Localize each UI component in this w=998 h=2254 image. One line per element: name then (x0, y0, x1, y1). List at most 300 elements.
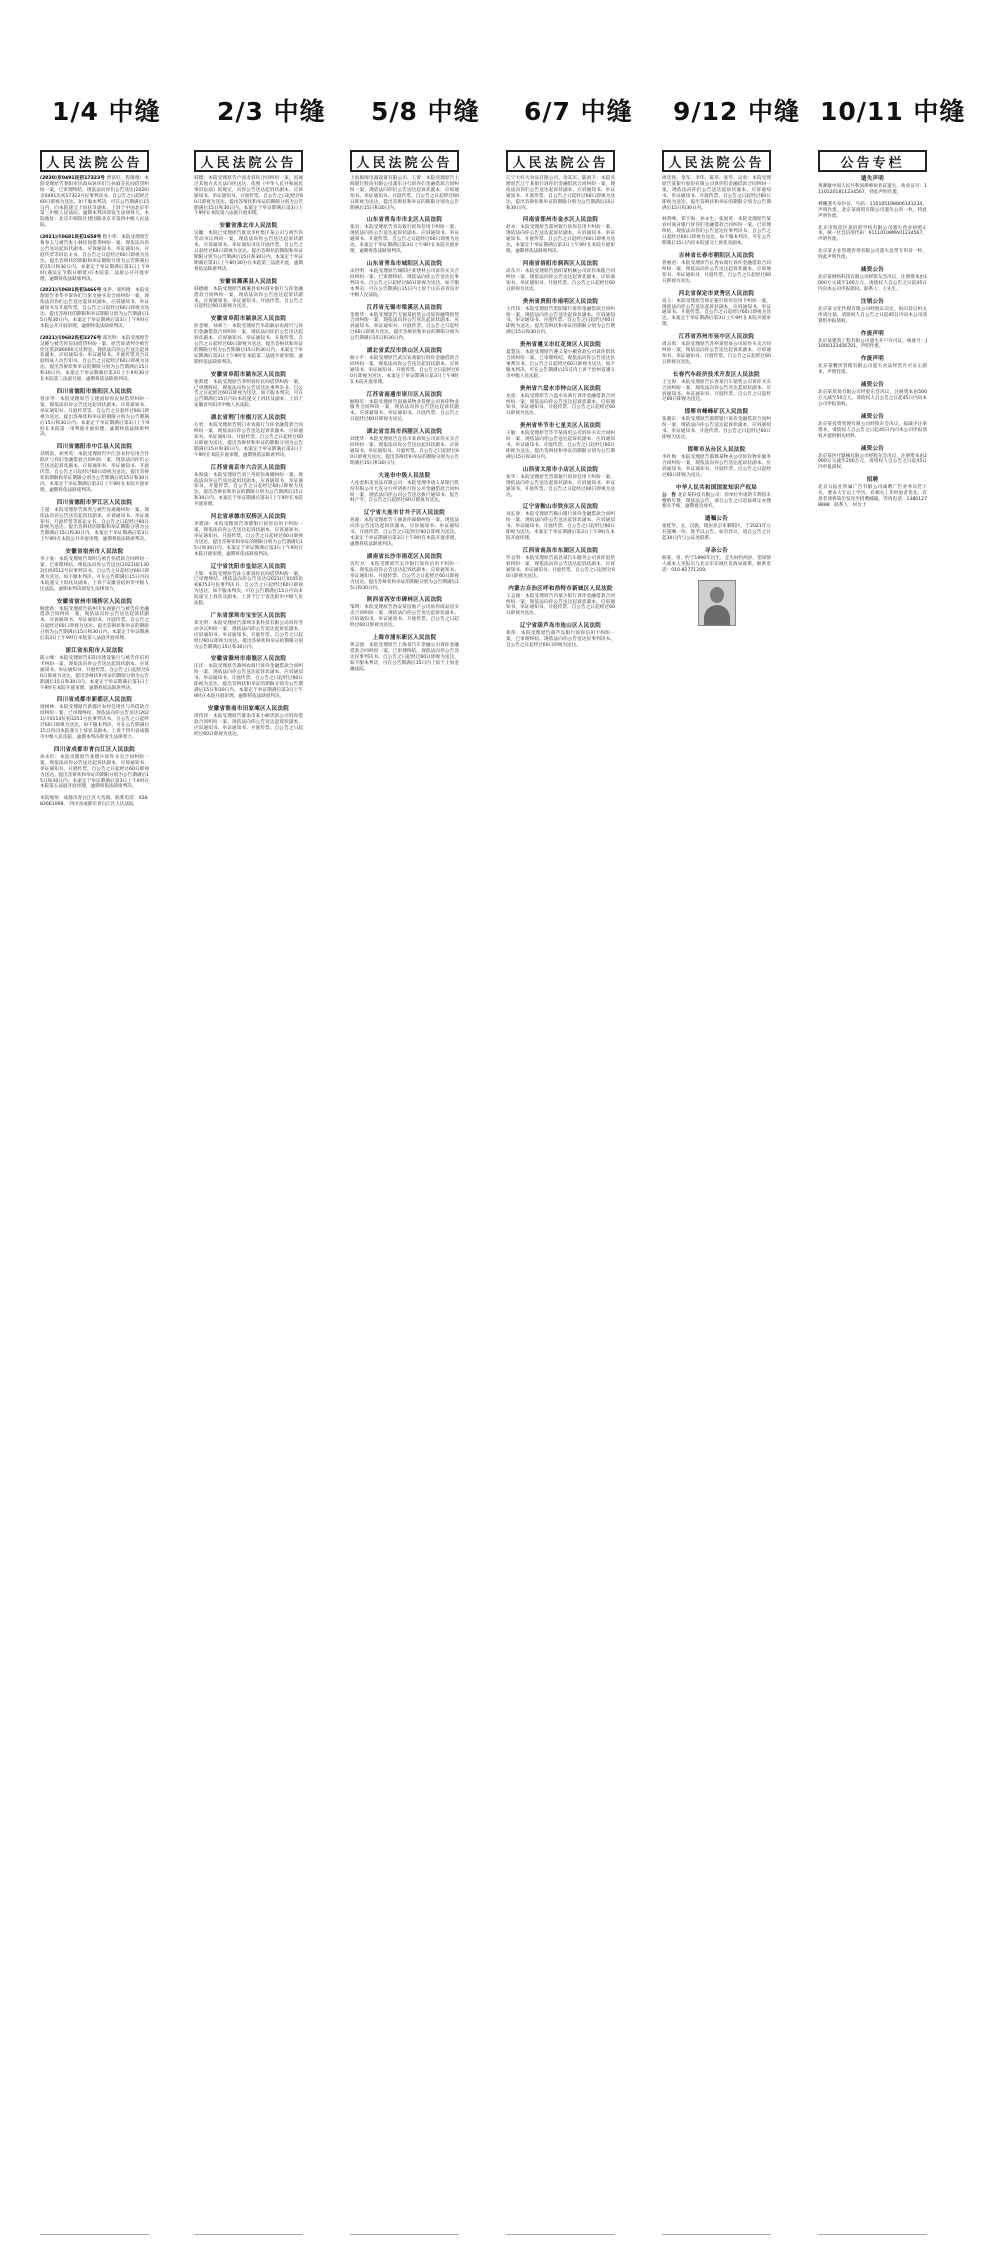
notice-body (506, 475, 615, 499)
notice-item (350, 554, 459, 592)
notice-text: 北京日报社所属广告有限公司诚聘广告业务员若干名，要求大专以上学历，有相关工作经验者优先。有意者请将简历发送至招聘邮箱。咨询电话：13801278888 联系人：何女士 (818, 485, 927, 508)
notice-item (818, 382, 927, 408)
notice-court-title: 邯郸市丛台区人民法院 (687, 447, 746, 453)
notice-text: 郑伟：本院受理原告葫芦岛银行诉你信用卡纠纷一案，已审理终结。现依法向你公告送达民事判决书。自公告之日起经过60日即视为送达。 (506, 631, 615, 649)
notice-text: 李红梅：本院受理原告邯郸某物业公司诉你物业服务合同纠纷一案，现依法向你公告送达起诉状副本、应诉通知书、举证通知书、开庭传票。自公告之日起经过60日即视为送达。 (662, 455, 771, 478)
notice-body (40, 235, 149, 282)
notice-text: 孙永红：本院受理原告张德兵诉你买卖合同纠纷一案，现依法向你公告送达起诉状副本、应诉通知书、举证通知书、开庭传票。自公告之日起经过60日即视为送达。提出答辩状和举证的期限分别为公告期满后15日和30日内。本案定于举证期满后第3日上午9时在本院第五法庭开庭审理，逾期将依法缺席判决。 (40, 754, 149, 790)
notice-body (818, 390, 927, 408)
notice-court-title: 辽宁省鞍山市铁东区人民法院 (522, 504, 599, 511)
notice-body (818, 307, 927, 325)
notice-text: 王志强：本院受理原告内蒙古银行诉你金融借款合同纠纷一案，现依法向你公告送达起诉状副本、应诉通知书、举证通知书、开庭传票。自公告之日起经过60日即视为送达。 (506, 593, 615, 617)
notice-text: 韩德刚：本院受理原告濉溪县农村商业银行与你金融借款合同纠纷一案，现依法向你公告送达起诉状副本、应诉通知书、举证通知书、开庭传票。自公告之日起经过60日即视为送达。 (194, 286, 303, 310)
notice-court-title: 安徽省阜阳市颍泉区人民法院 (210, 316, 287, 323)
notice-body (662, 417, 771, 441)
notice-body (40, 452, 149, 493)
notice-text: 本院地址：成都市青白江区大弯镇。联系电话：028-83661098。 四川省成都市青白江区人民法院 (40, 796, 149, 808)
notice-item (662, 516, 771, 542)
notice-item (818, 477, 927, 509)
notice-text: 刘长春：本院受理原告鞍山银行诉你金融借款合同纠纷一案，现依法向你公告送达起诉状副本、应诉通知书、举证通知书、开庭传票。自公告之日起经过60日即视为送达。本案定于举证期满后第3日上午9时在本院开庭审理。 (506, 512, 615, 542)
notice-item (506, 386, 615, 418)
notice-body (350, 518, 459, 548)
notice-body (662, 217, 771, 247)
notice-item (40, 549, 149, 592)
notice-item (662, 217, 771, 247)
notice-court-title: 江苏省苏州市吴中区人民法院 (678, 334, 755, 341)
notice-item (350, 597, 459, 629)
notice-body (662, 342, 771, 366)
notice-court-title: 江西省南昌市东湖区人民法院 (522, 547, 599, 554)
notice-item (350, 510, 459, 548)
notice-item (194, 415, 303, 458)
notice-body (350, 356, 459, 386)
notice-item (818, 176, 927, 196)
notice-item (818, 226, 927, 244)
notice-text: 张新建：本院受理原告李明诉你民间借贷纠纷一案，已审理终结。现依法向你公告送达民事判决书。自公告之日起经过60日即视为送达。如不服本判决，可在公告期满后15日内向本院递交上诉状及副本，上诉于安徽省阜阳市中级人民法院。 (194, 379, 303, 409)
notice-court-title: 辽宁省大连市甘井子区人民法院 (363, 510, 446, 517)
notice-court-title: 贵州省贵阳市南明区人民法院 (522, 298, 599, 305)
notice-body (350, 643, 459, 673)
column-header: 人民法院公告 (662, 150, 771, 172)
notice-item (350, 392, 459, 424)
notice-text: 大连金和美食品有限公司：本院受理申请人某银行股份有限公司大连分行申请执行你公司金融借款合同纠纷一案，现依法向你公司公告送达执行通知书、报告财产令。自公告之日起经过60日即视为送达。 (350, 480, 459, 504)
column-bottom-rule (506, 2234, 615, 2235)
notice-court-title: 大连市中级人民法院 (378, 472, 431, 479)
notice-court-title: 四川省德阳市中江县人民法院 (56, 444, 133, 451)
notice-text: 周传伟：本院受理原告淮南市某小额贷款公司诉你借款合同纠纷一案，现依法向你公告送达起诉状副本、应诉通知书、举证通知书、开庭传票。自公告之日起经过60日即视为送达。 (194, 713, 303, 737)
notice-item (506, 423, 615, 461)
notice-case-number: (2020)京0491民初17323号 (40, 176, 106, 181)
notice-text: 张桂华，女，汉族，现居北京市朝阳区，于2021年立有遗嘱一份，现予以公告。如有异议，请自公告之日起30日内与公证处联系。 (662, 524, 771, 542)
column-3 (350, 150, 459, 2235)
notice-item (194, 465, 303, 508)
notice-body (194, 714, 303, 738)
notice-text: 周树林：本院受理原告新都区农村信用社与你借款合同纠纷一案，已审理终结，现依法向你公告送达(2021)川0114民初3251号民事判决书，自公告之日起经过60日即视为送达。如不服本判决，可在公告期满后15日内向本院递交上诉状及副本，上诉于四川省成都市中级人民法院。逾期本判决即发生法律效力。 (40, 705, 149, 740)
notice-text: 周志勇：本院受理原告苏州某贸易公司诉你买卖合同纠纷一案，现依法向你公告送达起诉状副本、应诉通知书、举证通知书、开庭传票。自公告之日起经过60日即视为送达。 (662, 342, 771, 365)
notice-body (350, 562, 459, 592)
notice-body (506, 512, 615, 542)
notice-body (350, 269, 459, 299)
notice-item (40, 389, 149, 438)
notice-court-title: 陕西省西安市碑林区人民法院 (366, 597, 443, 604)
notice-court-title: 减资公告 (860, 413, 885, 420)
notice-text: 吴鹏：本院已受理原告淮北市杜集区某公司与被告你劳动争议纠纷一案，现依法向你公告送达起诉状副本、应诉通知书、举证通知书及开庭传票。自公告之日起经过60日即视为送达。提出答辩状的期限和举证期限分别为公告期满后15日和30日内。本案定于举证期满后第3日上午8时30分在本院第三法庭开庭，逾期将依法缺席判决。 (194, 231, 303, 272)
notice-text: 杨小平：本院受理原告武汉农商银行诉你金融借款合同纠纷一案，现依法向你公告送达起诉状副本、应诉通知书、举证通知书、开庭传票。自公告之日起经过60日即视为送达。本案定于举证期满后第3日上午9时在本院开庭审理。 (350, 356, 459, 385)
notice-court-title: 招聘 (866, 477, 879, 484)
notice-court-title: 浙江省东阳市人民法院 (65, 648, 124, 654)
notice-item (40, 444, 149, 493)
notice-body (350, 225, 459, 255)
seam-label-9-12: 9/12 中缝 (673, 97, 801, 126)
notice-court-title: 山东省青岛市城阳区人民法院 (366, 260, 443, 267)
notice-text: 杨某，男，约于1990年出生，走失时约两岁，望知情人或本人见报后与北京市东城区民政局联系。联系电话：010-82771209。 (662, 556, 771, 573)
notice-text: 刘建华：本院受理原告宜昌市某商贸公司诉你买卖合同纠纷一案，现依法向你公告送达起诉状副本、应诉通知书、举证通知书、开庭传票。自公告之日起经过60日即视为送达。提出答辩状和举证的期限分别为公告期满后15日和30日内。 (350, 437, 459, 466)
notice-item (40, 747, 149, 790)
notice-body (350, 481, 459, 505)
notice-court-title: 遗嘱公告 (704, 516, 729, 523)
notice-body (350, 437, 459, 467)
notice-court-title: 湖北省宜昌市西陵区人民法院 (366, 429, 443, 436)
notice-item (662, 447, 771, 479)
notice-court-title: 山东省青岛市市北区人民法院 (366, 217, 443, 224)
notice-body (662, 524, 771, 542)
notice-text: 王代伟：本院受理原告贵阳银行诉你金融借款合同纠纷一案，现依法向你公告送达起诉状副本、应诉通知书、举证通知书、开庭传票。自公告之日起经过60日即视为送达。提出答辩状和举证的期限分别为公告期满后15日和30日内。 (506, 306, 615, 336)
notice-body (40, 336, 149, 383)
notice-text: 陈立峰：本院受理原告东阳市建设银行与被告你信用卡纠纷一案，现依法向你公告送达起诉状副本、应诉通知书、举证通知书、开庭传票。自公告之日起经过60日即视为送达。提出答辩状和举证的期限分别为公告期满后15日和30日内。本案定于举证期满后第3日上午9时在本院开庭审理，逾期将依法缺席判决。 (40, 656, 149, 691)
notice-body (506, 556, 615, 580)
notice-court-title: 注销公告 (860, 298, 885, 305)
column-header: 人民法院公告 (350, 150, 459, 172)
notice-text: 北京某餐饮管理有限公司遗失食品经营许可证正副本，声明作废。 (818, 364, 927, 376)
notice-body (662, 299, 771, 329)
notice-court-title: 贵州省毕节市七星关区人民法院 (519, 423, 602, 430)
notice-court-title: 江苏省无锡市梁溪区人民法院 (366, 304, 443, 311)
column-bottom-rule (194, 2234, 303, 2235)
notice-item (818, 356, 927, 376)
notice-text: 顾建新：本院受理原告宿州市农商银行与被告你金融借款合同纠纷一案，现依法向你公告送达起诉状副本、应诉通知书、举证通知书、开庭传票。自公告之日起经过60日即视为送达。提出答辩状和举证的期限分别为公告期满后15日和30日内。本案定于举证期满后第3日上午9时在本院第八法庭开庭审理。 (40, 606, 149, 642)
notice-body (662, 455, 771, 479)
notice-text: 林剑峰、邓宇海、孙永生、张国英：本院受理原告某农村商业银行诉你们金融借款合同纠纷一案，已审理终结，现依法向你们公告送达民事判决书。自公告之日起经过60日即视为送达。如不服本判决，可在公告期满后15日内向本院递交上诉状及副本。 (662, 217, 771, 247)
notice-body (506, 225, 615, 255)
notice-text: 王宝海：本院受理原告长春某汽车销售公司诉你买卖合同纠纷一案，现依法向你公告送达起诉状副本、应诉通知书、举证通知书、开庭传票。自公告之日起经过60日即视为送达。 (662, 379, 771, 403)
notice-item (662, 176, 771, 211)
notice-item (194, 706, 303, 738)
notice-item (40, 336, 149, 383)
notice-text: 孙波：本院受理原告王丽诉你离婚纠纷一案，现依法向你公告送达起诉状副本、应诉通知书、举证通知书、开庭传票。自公告之日起经过60日即视为送达。本案定于举证期满后第3日上午9时在本院开庭审理，逾期将依法缺席判决。 (350, 518, 459, 547)
seam-label-5-8: 5/8 中缝 (371, 97, 480, 126)
notice-item (506, 342, 615, 380)
notice-court-title: 河南省洛阳市涧西区人民法院 (522, 260, 599, 267)
notice-court-title: 减资公告 (860, 267, 885, 274)
notice-text: 张晓东：本院受理原告邯郸银行诉你金融借款合同纠纷一案，现依法向你公告送达起诉状副本、应诉通知书、举证通知书、开庭传票。自公告之日起经过60日即视为送达。 (662, 417, 771, 441)
notice-text: 夏慧良：本院受理原告遵义某小额贷款公司诉你借款合同纠纷一案，已审理终结。现依法向你公告送达民事判决书。自公告之日起经过60日即视为送达。如不服本判决，可在公告期满后15日内上诉于贵州省遵义市中级人民法院。 (506, 350, 615, 379)
seam-label-10-11: 10/11 中缝 (820, 97, 966, 126)
notice-item (194, 223, 303, 272)
notice-item (194, 564, 303, 607)
column-header: 人民法院公告 (194, 150, 303, 172)
notice-body (194, 621, 303, 651)
notice-item (194, 514, 303, 557)
notice-item (194, 176, 303, 217)
column-4 (506, 150, 615, 2235)
notice-item (506, 467, 615, 499)
notice-item (350, 635, 459, 673)
column-bottom-rule (350, 2234, 459, 2235)
notice-text: 高玉：本院受理原告保定银行诉你信用卡纠纷一案，现依法向你公告送达起诉状副本、应诉通知书、举证通知书、开庭传票。自公告之日起经过60日即视为送达。本案定于举证期满后第3日上午9时在本院开庭审理。 (662, 298, 771, 328)
notice-court-title: 安徽省滁州市南谯区人民法院 (210, 656, 287, 663)
column-2 (194, 150, 303, 2235)
notice-text: 管丽君：本院受理原告长春农商行诉你金融借款合同纠纷一案，现依法向你公告送达起诉状副本、应诉通知书、举证通知书、开庭传票。自公告之日起经过60日即视为送达。 (662, 260, 771, 284)
notice-item (506, 299, 615, 337)
notice-text: 邓光明：本院受理原告深圳市某科技有限公司诉你劳动争议纠纷一案，现依法向你公告送达起诉状副本、应诉通知书、举证通知书、开庭传票。自公告之日起经过60日即视为送达。提出答辩状和举证的期限分别为公告期满后15日和30日内。 (194, 620, 303, 650)
notice-item (506, 504, 615, 542)
notice-text: 金新华：本院受理原告无锡某租赁公司诉你融资租赁合同纠纷一案，现依法向你公告送达起诉状副本、应诉通知书、举证通知书、开庭传票。自公告之日起经过60日即视为送达。提出答辩状和举证的期限分别为公告期满后15日和30日内。 (350, 312, 459, 342)
notice-text: 彭金刚、刘翠兰：本院受理原告阜阳颍泉农商行与你们金融借款合同纠纷一案，现依法向你们公告送达起诉状副本、应诉通知书、举证通知书、开庭传票。自公告之日起经过60日即视为送达。提出答辩状和举证的期限分别为公告期满后15日和30日内。本案定于举证期满后第3日上午9时在本院第二法庭开庭审理，逾期将依法缺席判决。 (194, 324, 303, 365)
notice-text: 程小伟：本院受理原告鲁春玉与被告张小林民间借贷纠纷一案，现依法向你公告送达起诉状副本、应诉通知书、举证通知书、开庭传票等诉讼文书。自公告之日起经过60日即视为送达。提出答辩状的期限和举证期限分别为公告期满后的15日和30日内。本案定于举证期满后第3日上午9时(遇法定节假日顺延)在本院第二法庭公开开庭审理，逾期将依法缺席判决。 (40, 235, 149, 282)
notice-body (40, 755, 149, 790)
notice-text: 上海闽海电器设备有限公司、王蕾：本院受理原告上海银行股份有限公司浦东分行诉你们金融借款合同纠纷一案，现依法向你们公告送达起诉状副本、应诉通知书、举证通知书、开庭传票。自公告之日起经过60日即视为送达。提出答辩状和举证的期限分别为公告期满后15日和30日内。 (350, 176, 459, 211)
notice-item (40, 235, 149, 282)
notice-text: 王辉：本院受理原告孙立新诉你民间借贷纠纷一案，已审理终结。现依法向你公告送达(2021)辽0105民初8753号民事判决书。自公告之日起经过60日即视为送达。如不服本判决，可在公告期满后15日内向本院递交上诉状及副本，上诉于辽宁省沈阳市中级人民法院。 (194, 571, 303, 607)
notice-item (818, 249, 927, 261)
notice-body (506, 176, 615, 211)
notice-case-number: (2021)川0681民初3466号 (40, 288, 102, 294)
notice-body (818, 339, 927, 351)
notice-item (350, 217, 459, 255)
notice-item (40, 176, 149, 229)
notice-item (350, 305, 459, 343)
notice-item (506, 217, 615, 255)
notice-text: 肖红兵：本院受理原告长沙银行诉你信用卡纠纷一案，现依法向你公告送达起诉状副本、应诉通知书、举证通知书、开庭传票。自公告之日起经过60日即视为送达。提出答辩状和举证的期限分别为公告期满后15日和30日内。 (350, 561, 459, 591)
notice-court-title: 山西省太原市小店区人民法院 (522, 466, 599, 473)
notice-body (40, 656, 149, 691)
notice-text: 王超：本院受理原告郑英与被告你离婚纠纷一案，现依法向你公告送达起诉状副本、应诉通知书、举证通知书、开庭传票等诉讼文书。自公告之日起经过60日即视为送达。提出答辩状的期限和举证期限分别为公告期满后15日和30日内。本案定于举证期满后第3日上午9时在本院公开开庭审理，逾期将依法缺席判决。 (40, 507, 149, 543)
notice-court-title: 作废声明 (860, 330, 885, 337)
notice-item (506, 586, 615, 618)
notice-body (818, 422, 927, 440)
notice-text: 高东兴：本院受理原告洛阳某机械公司诉你承揽合同纠纷一案，现依法向你公告送达起诉状副本、应诉通知书、举证通知书、开庭传票。自公告之日起经过60日即视为送达。 (506, 268, 615, 292)
notice-body (194, 572, 303, 607)
notice-court-title: 江苏省南京市六合区人民法院 (210, 464, 287, 471)
seam-label-1-4: 1/4 中缝 (52, 97, 161, 126)
notice-body (194, 522, 303, 557)
notice-text: 朱海波：本院受理原告刘兰英诉你离婚纠纷一案，现依法向你公告送达起诉状副本、应诉通知书、举证通知书、开庭传票。自公告之日起经过60日即视为送达。提出答辩状和举证的期限分别为公告期满后15日和30日内。本案定于举证期满后第3日上午9时在本院开庭审理。 (194, 472, 303, 508)
notice-court-title: 辽宁省葫芦岛市连山区人民法院 (519, 623, 602, 630)
notice-court-title: 吉林省长春市朝阳区人民法院 (678, 252, 755, 259)
notice-text: 林鹏遗失身份证，号码：110105198806141234，声明作废。北京某商贸有限公司遗失公章一枚，特此声明作废。 (818, 201, 927, 219)
notice-body (818, 275, 927, 293)
notice-text: 曾泽琴：本院受理原告王建国诉你民间借贷纠纷一案，现依法向你公告送达起诉状副本、应诉通知书、举证通知书、开庭传票等。自公告之日起经过60日即视为送达，提出答辩状和举证的期限分别为公告期满后15日和30日内。本案定于举证期满后第3日上午9时在本院第一审判庭开庭审理，逾期将依法缺席判决。 (40, 397, 149, 438)
notice-court-title: 安徽省宿州市埇桥区人民法院 (56, 598, 133, 605)
notice-text: 北京某科技有限公司：你单位申请的专利因未缴纳年费，现依法公告，请自公告之日起按规定办理相关手续，逾期视为放弃。 (662, 492, 771, 510)
notice-item (350, 429, 459, 467)
column-5 (662, 150, 771, 2235)
notice-text: 北京市海淀区某培训学校有限公司遗失营业执照正本，统一社会信用代码：91110108MA01234567，声明作废。 (818, 225, 927, 243)
notice-body (818, 364, 927, 376)
notice-body (194, 473, 303, 508)
column-1 (40, 150, 149, 2235)
notice-text: 顾海军：本院受理原告南通某物业管理公司诉你物业服务合同纠纷一案，现依法向你公告送达起诉状副本、应诉通知书、举证通知书、开庭传票。自公告之日起经过60日即视为送达。 (350, 399, 459, 423)
column-6 (818, 150, 927, 2235)
notice-body (194, 324, 303, 365)
notice-court-title: 内蒙古自治区呼和浩特市新城区人民法院 (508, 585, 613, 592)
notice-body (194, 423, 303, 458)
seam-label-6-7: 6/7 中缝 (524, 97, 633, 126)
notice-item (506, 261, 615, 293)
notice-body (506, 631, 615, 649)
notice-body (350, 176, 459, 211)
notice-court-title: 贵州省六盘水市钟山区人民法院 (519, 385, 602, 392)
notice-item (662, 372, 771, 404)
notice-body (40, 705, 149, 740)
notice-text: 张华：本院受理原告晋商银行诉你信用卡纠纷一案，现依法向你公告送达起诉状副本、应诉通知书、举证通知书、开庭传票。自公告之日起经过60日即视为送达。 (506, 474, 615, 498)
notice-court-title: 四川省德阳市罗江区人民法院 (56, 499, 133, 506)
notice-text: 宋世明：本院受理原告城阳区某建材公司诉你买卖合同纠纷一案，已审理终结。现依法向你公告送达民事判决书。自公告之日起经过60日即视为送达。如不服本判决，可在公告期满后15日内上诉于山东省青岛市中级人民法院。 (350, 268, 459, 298)
notice-item (194, 372, 303, 410)
notice-text: 王敏：本院受理原告毕节某商贸公司诉你买卖合同纠纷一案，现依法向你公告送达起诉状副本、应诉通知书、举证通知书、开庭传票。自公告之日起经过60日即视为送达。提出答辩状和举证的期限分别为公告期满后15日和30日内。 (506, 431, 615, 460)
notice-item (506, 623, 615, 649)
notice-text: 北京某文化传媒有限公司经股东决定，拟向登记机关申请注销，请债权人自公告之日起45日内向本公司清算组申报债权。 (818, 306, 927, 324)
notice-court-title: 安徽省淮南市田家庵区人民法院 (207, 705, 290, 712)
notice-body (40, 508, 149, 543)
notice-text: 北京某企业管理咨询有限公司遗失发票专用章一枚，特此声明作废。 (818, 249, 927, 261)
notice-item (662, 409, 771, 441)
notice-item (40, 288, 149, 329)
notice-court-title: 湖北省荆门市掇刀区人民法院 (210, 415, 287, 422)
column-header: 人民法院公告 (506, 150, 615, 172)
notice-text: 黄赛敏中国人民共和国律师执业证遗失，执业证号：11101201811234567，特此声明作废。 (818, 184, 927, 195)
notice-body (40, 607, 149, 642)
notice-court-title: 河南省郑州市金水区人民法院 (522, 217, 599, 224)
notice-item (818, 267, 927, 293)
notice-body (506, 431, 615, 461)
column-bottom-rule (818, 2234, 927, 2235)
notice-text: 张岩：本院受理原告青岛银行诉你信用卡纠纷一案，现依法向你公告送达起诉状副本、应诉通知书、举证通知书、开庭传票。自公告之日起经过60日即视为送达。本案定于举证期满后第3日上午9时在本院开庭审理，逾期将依法缺席判决。 (350, 225, 459, 255)
notice-body (40, 557, 149, 592)
notice-item (662, 253, 771, 285)
notice-item (40, 796, 149, 808)
notice-item (40, 697, 149, 740)
column-header: 人民法院公告 (40, 150, 149, 172)
notice-item (662, 548, 771, 574)
notice-text: 李子豪：本院受理原告周明与被告你借款合同纠纷一案，已审理终结。现依法向你公告送达(2021)皖1302民初4512号民事判决书。自公告之日起经过60日即视为送达。如不服本判决，可在公告期满后15日内向本院递交上诉状及副本，上诉于安徽省宿州市中级人民法院。逾期本判决即发生法律效力。 (40, 557, 149, 592)
notice-item (506, 548, 615, 580)
notice-item (350, 176, 459, 211)
notice-court-title: 贵州省遵义市红花岗区人民法院 (519, 342, 602, 349)
notice-case-number: 公 告 (662, 492, 677, 498)
notice-court-title: 安徽省阜阳市颍东区人民法院 (210, 371, 287, 378)
notice-item (818, 202, 927, 220)
notice-court-title: 河北省保定市竞秀区人民法院 (678, 290, 755, 297)
notice-item (194, 279, 303, 311)
notice-item (506, 176, 615, 211)
missing-person-photo (698, 580, 736, 626)
notice-court-title: 湖北省武汉市洪山区人民法院 (366, 348, 443, 355)
notice-case-number: (2021)川0681民初1658号 (40, 235, 102, 241)
notice-item (662, 485, 771, 511)
notice-body (818, 184, 927, 196)
notice-body (662, 176, 771, 211)
notice-court-title: 江苏省南通市崇川区人民法院 (366, 391, 443, 398)
notice-body (194, 287, 303, 311)
notice-text: 龙虎：本院受理原告六盘水农商行诉你金融借款合同纠纷一案，现依法向你公告送达起诉状副本、应诉通知书、举证通知书、开庭传票。自公告之日起经过60日即视为送达。 (506, 393, 615, 417)
notice-body (818, 454, 927, 472)
notice-body (350, 313, 459, 343)
notice-text: 万勇：本院受理原告荆门市农商行与你金融借款合同纠纷一案，现依法向你公告送达起诉状副本、应诉通知书、举证通知书、开庭传票。自公告之日起经过60日即视为送达。提出答辩状和举证的期限分别为公告期满后15日和30日内。本案定于举证期满后第3日上午9时在本院开庭审理，逾期将依法缺席判决。 (194, 423, 303, 458)
notice-court-title: 遗失声明 (860, 176, 885, 182)
notice-item (662, 334, 771, 366)
seam-label-2-3: 2/3 中缝 (217, 97, 326, 126)
notice-item (40, 500, 149, 543)
notice-text: 北京某网络科技有限公司经股东会决议，注册资本由1000万元减至100万元，请债权人自公告之日起45日内向本公司申报债权。联系人：王先生。 (818, 275, 927, 292)
notice-body (662, 493, 771, 511)
notice-body (818, 226, 927, 244)
notice-body (818, 249, 927, 261)
notice-text: 李建国：本院受理原告承德银行诉你信用卡纠纷一案，现依法向你公告送达起诉状副本、应诉通知书、举证通知书、开庭传票。自公告之日起经过60日即视为送达。提出答辩状和举证的期限分别为公告期满后15日和30日内。本案定于举证期满后第3日上午9时在本院开庭审理，逾期将依法缺席判决。 (194, 522, 303, 557)
seam-labels (0, 0, 998, 150)
notice-body (506, 394, 615, 418)
notice-court-title: 中华人民共和国国家知识产权局 (675, 484, 758, 491)
notice-item (818, 299, 927, 325)
notice-body (662, 556, 771, 574)
notice-court-title: 寻亲公告 (704, 548, 729, 555)
notice-text: 邹明：本院受理原告西安某房地产公司诉你商品房买卖合同纠纷一案，现依法向你公告送达起诉状副本、应诉通知书、举证通知书、开庭传票。自公告之日起经过60日即视为送达。 (350, 605, 459, 629)
notice-text: 汪洋：本院受理原告滁州农商行诉你金融借款合同纠纷一案，现依法向你公告送达起诉状副本、应诉通知书、举证通知书、开庭传票。自公告之日起经过60日即视为送达。提出答辩状和举证的期限分别为公告期满后15日和30日内。本案定于举证期满后第3日上午9时在本院开庭审理，逾期将依法缺席判决。 (194, 664, 303, 699)
notice-body (350, 400, 459, 424)
notice-body (506, 350, 615, 380)
notice-court-title: 湖南省长沙市雨花区人民法院 (366, 553, 443, 560)
column-bottom-rule (40, 2234, 149, 2235)
notice-text: 贾富旺、程敏德：本院受理原告春阳市民政局诉你们与孙淑芬民间借贷纠纷一案，已审理终结。现依法向你们公告送达(2020)京0491民初17323号民事判决书。自公告之日起经过60日即视为送达。如不服本判决，可在公告期满后15日内，向本院递交上诉状及副本，上诉于中国北京市第三中级人民法院。逾期本判决即发生法律效力。本院地址：北京市朝阳区建国路北京市第四中级人民法院。 (40, 176, 149, 229)
notice-body (506, 269, 615, 293)
notice-case-number: (2021)川0682民初3276号 (40, 335, 102, 341)
notice-body (662, 380, 771, 404)
notice-court-title: 邯郸市峰峰矿区人民法院 (684, 409, 749, 416)
notice-item (818, 331, 927, 351)
notice-body (194, 176, 303, 217)
notice-court-title: 安徽省淮北市人民法院 (219, 223, 278, 230)
notice-item (194, 656, 303, 699)
notice-item (350, 473, 459, 505)
notice-court-title: 广东省深圳市宝安区人民法院 (210, 612, 287, 619)
notice-court-title: 长春汽车经济技术开发区人民法院 (672, 371, 760, 378)
column-header: 公告专栏 (818, 150, 927, 172)
notice-item (818, 446, 927, 472)
notice-text: 刘明富、胡秀英：本院受理原告中江县农村信用合作联社与你们金融借款合同纠纷一案，现依法向你们公告送达起诉状副本、应诉通知书、举证通知书、开庭传票。自公告之日起经过60日即视为送达。提出答辩状的期限和举证期限分别为公告期满后的15日和30日内。本案定于举证期满后第3日上午9时在本院开庭审理，逾期将依法缺席判决。 (40, 452, 149, 493)
column-bottom-rule (662, 2234, 771, 2235)
notice-court-title: 四川省成都市青白江区人民法院 (53, 746, 136, 753)
notice-body (40, 796, 149, 808)
notice-body (194, 380, 303, 410)
notice-body (350, 605, 459, 629)
notice-item (194, 613, 303, 651)
notice-court-title: 作废声明 (860, 356, 885, 363)
notice-text: 辽宁大好大食品有限公司、余其军、陈国卫：本院受理原告辽宁某银行诉你们金融借款合同纠纷一案，现依法向你们公告送达起诉状副本、应诉通知书、举证通知书、开庭传票。自公告之日起经过60日即视为送达。提出答辩状和举证的期限分别为公告期满后15日和30日内。 (506, 176, 615, 211)
notice-text: 北京某投资管理有限公司经股东会决议，拟减少注册资本，请债权人自公告之日起45日内向本公司申报债权并提供相关材料。 (818, 421, 927, 439)
notice-text: 赵永：本院受理原告郑州银行诉你信用卡纠纷一案，现依法向你公告送达起诉状副本、应诉通知书、举证通知书、开庭传票。自公告之日起经过60日即视为送达。本案定于举证期满后第3日上午9时在本院开庭审理，逾期将依法缺席判决。 (506, 225, 615, 255)
notice-body (40, 176, 149, 229)
notice-text: 黄志强：本院受理原告上海某汽车金融公司诉你金融借款合同纠纷一案，已审理终结。现依法向你公告送达民事判决书。自公告之日起经过60日即视为送达。如不服本判决，可在公告期满后15日内上诉于上海金融法院。 (350, 643, 459, 672)
notice-text: 罗志明：本院受理原告南昌某汽车服务公司诉你追偿权纠纷一案，现依法向你公告送达起诉状副本、应诉通知书、举证通知书、开庭传票。自公告之日起经过60日即视为送达。 (506, 555, 615, 579)
notice-item (194, 316, 303, 365)
notice-body (662, 261, 771, 285)
notice-item (40, 599, 149, 642)
notice-body (818, 485, 927, 509)
notice-body (506, 307, 615, 337)
notice-body (194, 231, 303, 272)
notice-item (662, 291, 771, 329)
notice-court-title: 安徽省濉溪县人民法院 (219, 278, 278, 285)
notice-court-title: 四川省德阳市旌阳区人民法院 (56, 389, 133, 395)
notice-text: 韩德：本院受理原告卢国龙诉你合同纠纷一案，因通过其他方式无法向你送达，依照《中华人民共和国民事诉讼法》的规定，向你公告送达起诉状副本、应诉通知书、举证通知书、开庭传票。自公告之日起经过60日即视为送达。提出答辩状和举证的期限分别为公告期满后15日和30日内。本案定于举证期满后第3日上午9时在本院第六法庭开庭审理。 (194, 176, 303, 217)
notice-court-title: 减资公告 (860, 445, 885, 452)
notice-court-title: 四川省成都市新都区人民法院 (56, 697, 133, 704)
notice-text: 北京某建筑工程有限公司遗失开户许可证，核准号：J1000123456701，声明作废。 (818, 338, 927, 350)
notice-text: 北京某贸易有限公司经股东会决议，注册资本由500万元减至50万元，请债权人自公告之日起45日内向本公司申报债权。 (818, 390, 927, 407)
notice-item (350, 261, 459, 299)
notice-item (40, 648, 149, 691)
notice-court-title: 上海市浦东新区人民法院 (372, 635, 437, 642)
notice-court-title: 辽宁省沈阳市皇姑区人民法院 (210, 563, 287, 570)
notice-item (350, 348, 459, 386)
notice-court-title: 减资公告 (860, 382, 885, 389)
notice-body (40, 397, 149, 438)
notice-text: 北京某医疗器械有限公司经股东会决议，注册资本由2000万元减至200万元，请债权人自公告之日起45日内申报债权。 (818, 453, 927, 471)
notice-court-title: 河北省承德市双桥区人民法院 (210, 514, 287, 521)
notice-body (818, 202, 927, 220)
notice-body (40, 288, 149, 329)
notice-text: 郑光明：本院受理原告吴静与被告你民间借贷纠纷一案，原告诉请判令被告偿还借款80000元及利息。现依法向你公告送达起诉状副本、应诉通知书、举证通知书、开庭传票及合议庭组成人员告知书。自公告之日起经过60日即视为送达。提出答辩状和举证的期限分别为公告期满后15日和30日内。本案定于举证期满后第3日上午9时30分在本院第三法庭开庭，逾期将依法缺席判决。 (40, 335, 149, 383)
